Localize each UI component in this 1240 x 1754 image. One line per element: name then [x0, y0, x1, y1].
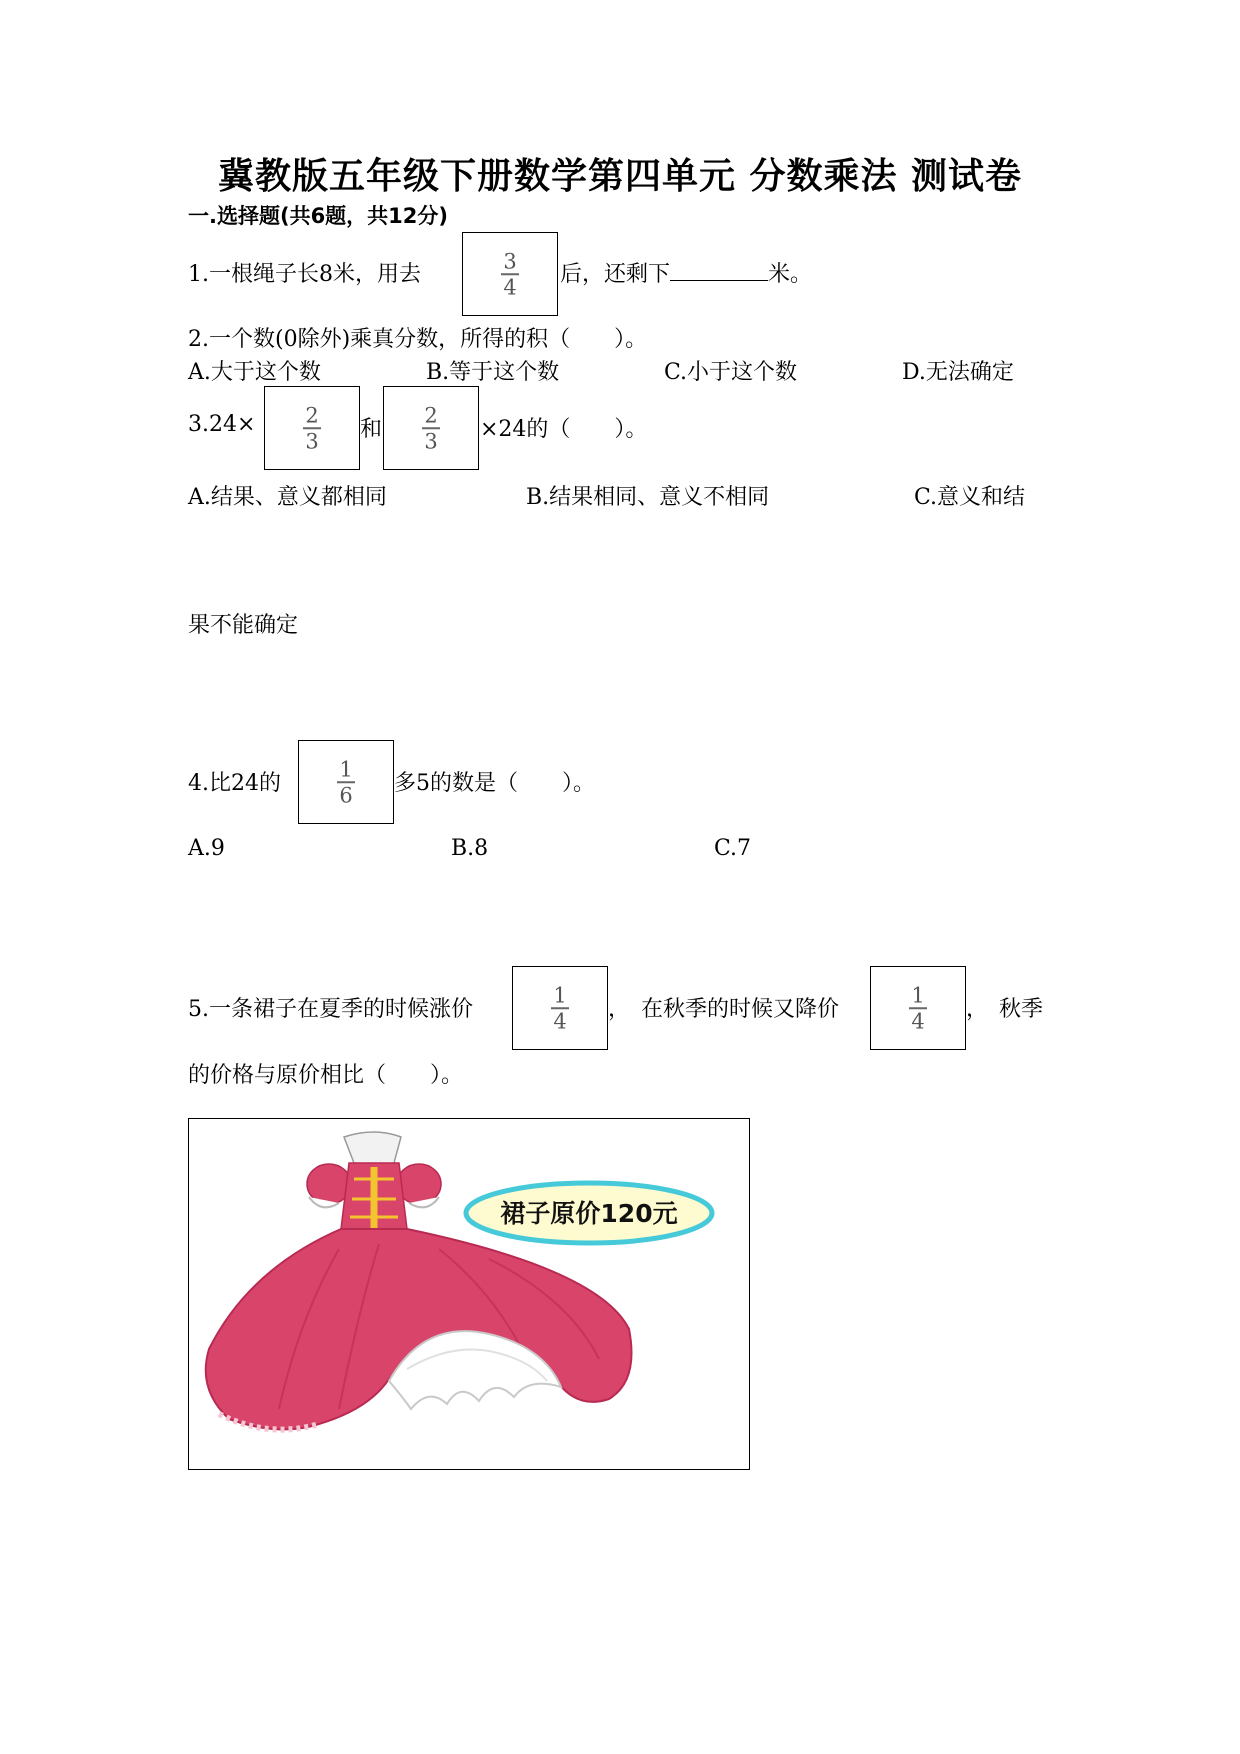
q5-fraction-box-1: [512, 966, 608, 1050]
q2-option-d[interactable]: D.无法确定: [902, 360, 1014, 385]
dress-illustration: [188, 1118, 750, 1470]
q1-fraction: [501, 250, 519, 298]
q5-fraction-1: [551, 984, 569, 1032]
q1-unit: 米。: [768, 262, 813, 287]
q3-option-b[interactable]: B.结果相同、意义不相同: [526, 485, 770, 510]
page-title: 冀教版五年级下册数学第四单元 分数乘法 测试卷: [217, 156, 1023, 197]
q3-fraction-1: [303, 404, 321, 452]
fraction-denominator: 4: [911, 1008, 925, 1033]
q4-fraction-box: [298, 740, 394, 824]
dress-collar: [344, 1132, 401, 1167]
q3-option-a[interactable]: A.结果、意义都相同: [188, 485, 387, 510]
q3-text-before: 3.24×: [188, 412, 256, 437]
fraction-denominator: 3: [305, 428, 319, 453]
q5-fraction-2: [909, 984, 927, 1032]
q4-text-after: 多5的数是（ ）。: [394, 771, 595, 796]
q1-text-after: [560, 257, 812, 288]
q1-answer-blank[interactable]: [670, 260, 768, 281]
q2-stem: 2.一个数(0除外)乘真分数，所得的积（ ）。: [188, 327, 648, 352]
price-label: 裙子原价120元: [500, 1199, 678, 1228]
q3-option-c-continued: 果不能确定: [188, 613, 299, 638]
q4-option-a[interactable]: A.9: [188, 836, 225, 861]
q5-fraction-box-2: [870, 966, 966, 1050]
fraction-denominator: 4: [553, 1008, 567, 1033]
fraction-numerator: 3: [503, 249, 517, 274]
q1-text-before: 1.一根绳子长8米，用去: [188, 262, 421, 287]
q4-fraction: [337, 758, 355, 806]
fraction-numerator: 2: [424, 403, 438, 428]
fraction-denominator: 4: [503, 274, 517, 299]
dress-drawing: [189, 1119, 749, 1469]
fraction-denominator: 6: [339, 782, 353, 807]
q5-text-before: 5.一条裙子在夏季的时候涨价: [188, 997, 473, 1022]
fraction-numerator: 1: [553, 983, 567, 1008]
q2-option-b[interactable]: B.等于这个数: [426, 360, 560, 385]
q3-text-mid: 和: [360, 417, 383, 442]
q2-option-a[interactable]: A.大于这个数: [188, 360, 321, 385]
fraction-numerator: 1: [339, 757, 353, 782]
q2-option-c[interactable]: C.小于这个数: [664, 360, 798, 385]
q3-fraction-box-2: [383, 386, 479, 470]
q5-text-line2: 的价格与原价相比（ ）。: [188, 1063, 464, 1088]
q1-fraction-box: [462, 232, 558, 316]
q4-text-before: 4.比24的: [188, 771, 281, 796]
q5-text-mid: ， 在秋季的时候又降价: [608, 997, 840, 1022]
fraction-denominator: 3: [424, 428, 438, 453]
section-heading: 一.选择题(共6题，共12分): [188, 204, 449, 228]
q3-fraction-2: [422, 404, 440, 452]
q5-text-after: ， 秋季: [966, 997, 1044, 1022]
q3-fraction-box-1: [264, 386, 360, 470]
fraction-numerator: 1: [911, 983, 925, 1008]
fraction-numerator: 2: [305, 403, 319, 428]
q4-option-c[interactable]: C.7: [714, 836, 752, 861]
q1-after-label: 后，还剩下: [560, 262, 671, 287]
q3-text-after: ×24的（ ）。: [480, 417, 648, 442]
q3-option-c[interactable]: C.意义和结: [914, 485, 1026, 510]
q4-option-b[interactable]: B.8: [451, 836, 489, 861]
